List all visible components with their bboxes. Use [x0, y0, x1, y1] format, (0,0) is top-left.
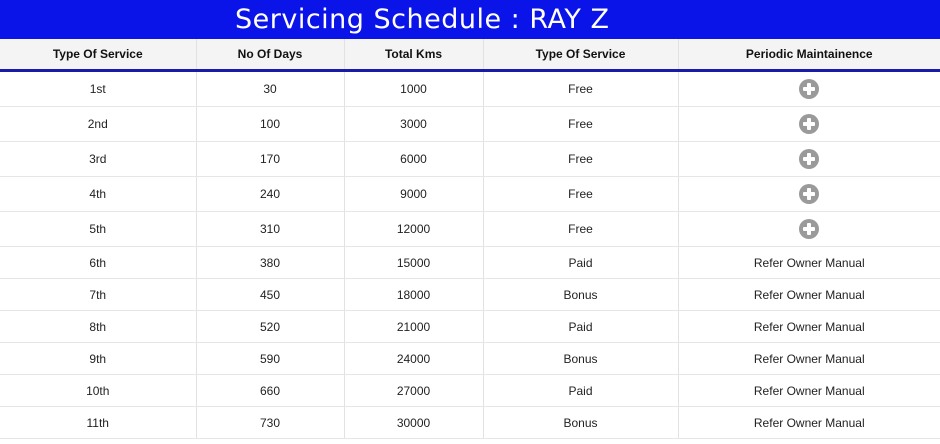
total-kms-cell: 6000: [344, 142, 483, 177]
no-of-days-cell: 240: [196, 177, 344, 212]
service-number-cell: 7th: [0, 279, 196, 311]
service-type-cell: Free: [483, 142, 678, 177]
no-of-days-cell: 590: [196, 343, 344, 375]
service-type-cell: Paid: [483, 311, 678, 343]
service-type-cell: Bonus: [483, 407, 678, 439]
service-number-cell: 6th: [0, 247, 196, 279]
table-row: [0, 311, 940, 343]
total-kms-cell: 9000: [344, 177, 483, 212]
no-of-days-cell: 730: [196, 407, 344, 439]
service-type-cell: Paid: [483, 375, 678, 407]
service-number-cell: 2nd: [0, 107, 196, 142]
table-row: [0, 247, 940, 279]
no-of-days-cell: 450: [196, 279, 344, 311]
service-type-cell: Free: [483, 177, 678, 212]
plus-circle-icon[interactable]: [799, 114, 819, 134]
service-type-cell: Free: [483, 107, 678, 142]
periodic-maintenance-cell: Refer Owner Manual: [678, 279, 940, 311]
service-type-cell: Bonus: [483, 343, 678, 375]
periodic-maintenance-cell: [678, 107, 940, 142]
servicing-schedule-table: [0, 39, 940, 439]
periodic-maintenance-cell: Refer Owner Manual: [678, 375, 940, 407]
column-header-service-type: Type Of Service: [483, 39, 678, 71]
service-number-cell: 4th: [0, 177, 196, 212]
table-row: [0, 343, 940, 375]
table-header-row: [0, 39, 940, 71]
column-header-no-of-days: No Of Days: [196, 39, 344, 71]
service-number-cell: 3rd: [0, 142, 196, 177]
service-type-cell: Free: [483, 71, 678, 107]
service-type-cell: Paid: [483, 247, 678, 279]
total-kms-cell: 1000: [344, 71, 483, 107]
no-of-days-cell: 520: [196, 311, 344, 343]
column-header-type-of-service: Type Of Service: [0, 39, 196, 71]
total-kms-cell: 15000: [344, 247, 483, 279]
table-row: [0, 375, 940, 407]
periodic-maintenance-cell: [678, 142, 940, 177]
periodic-maintenance-cell: [678, 177, 940, 212]
plus-circle-icon[interactable]: [799, 184, 819, 204]
service-number-cell: 5th: [0, 212, 196, 247]
periodic-maintenance-cell: Refer Owner Manual: [678, 407, 940, 439]
total-kms-cell: 12000: [344, 212, 483, 247]
total-kms-cell: 24000: [344, 343, 483, 375]
periodic-maintenance-cell: Refer Owner Manual: [678, 247, 940, 279]
periodic-maintenance-cell: Refer Owner Manual: [678, 343, 940, 375]
plus-circle-icon[interactable]: [799, 79, 819, 99]
table-body: [0, 71, 940, 439]
no-of-days-cell: 30: [196, 71, 344, 107]
plus-circle-icon[interactable]: [799, 149, 819, 169]
plus-circle-icon[interactable]: [799, 219, 819, 239]
service-type-cell: Free: [483, 212, 678, 247]
total-kms-cell: 18000: [344, 279, 483, 311]
table-row: [0, 107, 940, 142]
periodic-maintenance-cell: Refer Owner Manual: [678, 311, 940, 343]
service-number-cell: 8th: [0, 311, 196, 343]
table-row: [0, 407, 940, 439]
no-of-days-cell: 380: [196, 247, 344, 279]
service-number-cell: 11th: [0, 407, 196, 439]
service-number-cell: 1st: [0, 71, 196, 107]
table-row: [0, 279, 940, 311]
service-number-cell: 9th: [0, 343, 196, 375]
table-row: [0, 71, 940, 107]
total-kms-cell: 30000: [344, 407, 483, 439]
page-title: Servicing Schedule : RAY Z: [235, 4, 610, 35]
total-kms-cell: 21000: [344, 311, 483, 343]
no-of-days-cell: 310: [196, 212, 344, 247]
total-kms-cell: 27000: [344, 375, 483, 407]
service-number-cell: 10th: [0, 375, 196, 407]
service-type-cell: Bonus: [483, 279, 678, 311]
periodic-maintenance-cell: [678, 212, 940, 247]
no-of-days-cell: 660: [196, 375, 344, 407]
no-of-days-cell: 170: [196, 142, 344, 177]
no-of-days-cell: 100: [196, 107, 344, 142]
table-row: [0, 177, 940, 212]
total-kms-cell: 3000: [344, 107, 483, 142]
column-header-total-kms: Total Kms: [344, 39, 483, 71]
table-row: [0, 212, 940, 247]
periodic-maintenance-cell: [678, 71, 940, 107]
column-header-periodic-maintainence: Periodic Maintainence: [678, 39, 940, 71]
table-row: [0, 142, 940, 177]
title-bar: [0, 0, 940, 39]
